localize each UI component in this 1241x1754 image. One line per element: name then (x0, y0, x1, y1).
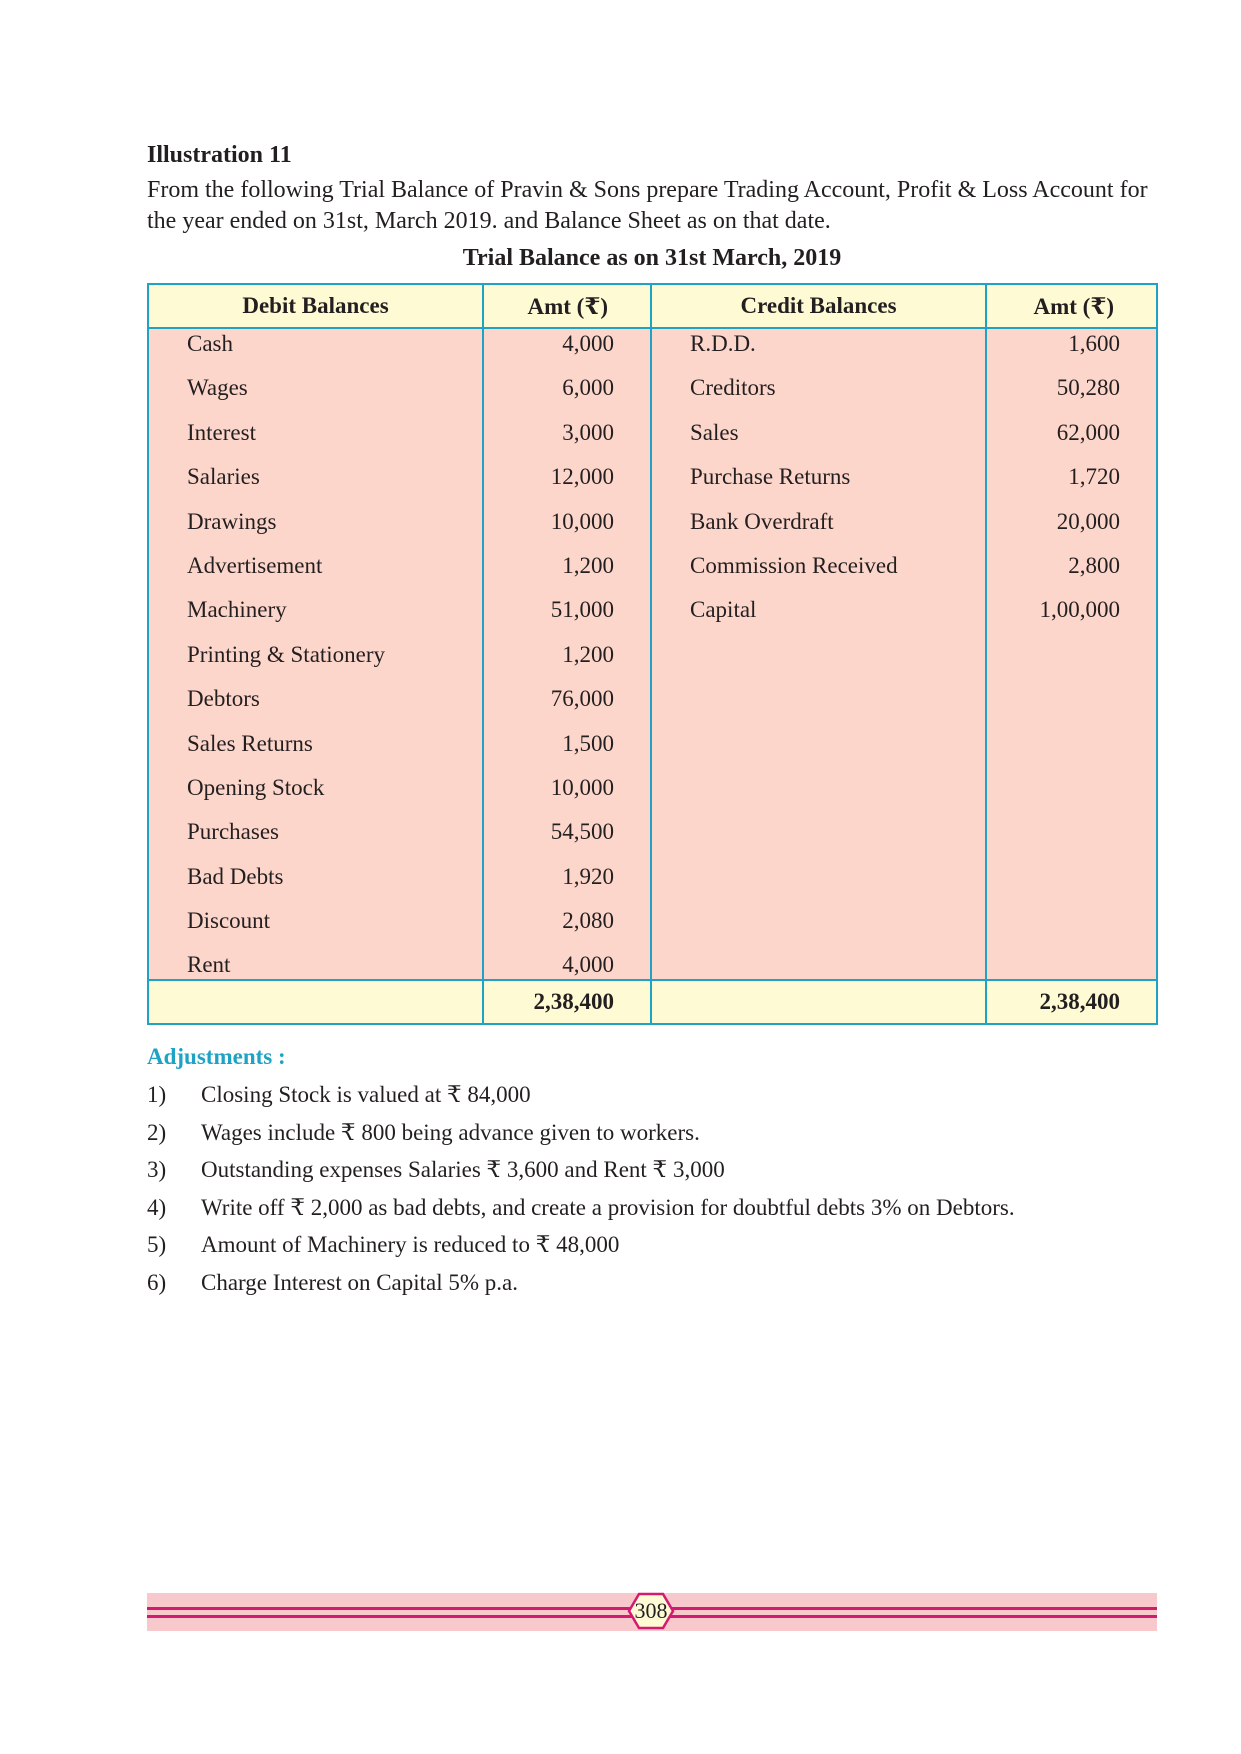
debit-account-amount: 1,920 (562, 863, 614, 889)
adjustment-text: Closing Stock is valued at ₹ 84,000 (201, 1082, 531, 1107)
debit-account-name: Machinery (187, 597, 287, 623)
total-debit-label-cell (149, 981, 484, 1023)
debit-amounts-column (484, 329, 652, 979)
credit-account-name: Bank Overdraft (690, 508, 834, 534)
credit-account-amount: 2,800 (1068, 552, 1120, 578)
adjustment-text: Charge Interest on Capital 5% p.a. (201, 1269, 519, 1295)
adjustment-text: Amount of Machinery is reduced to ₹ 48,000 (201, 1232, 620, 1257)
adjustment-number: 3) (147, 1157, 167, 1182)
credit-account-amount: 50,280 (1056, 375, 1120, 401)
trial-balance-title: Trial Balance as on 31st March, 2019 (462, 245, 842, 271)
debit-account-name: Printing & Stationery (187, 641, 386, 667)
credit-account-name: Creditors (690, 375, 776, 401)
credit-account-name: R.D.D. (690, 331, 756, 356)
adjustment-item (147, 1118, 1147, 1156)
debit-account-amount: 4,000 (562, 952, 614, 978)
header-credit-amount: Amt (₹) (1033, 293, 1114, 319)
adjustment-item (147, 1193, 1147, 1231)
table-header-row (149, 285, 1156, 329)
adjustment-number: 6) (147, 1269, 167, 1295)
credit-account-name: Sales (690, 419, 739, 445)
debit-account-amount: 1,200 (562, 641, 614, 667)
adjustment-number: 4) (147, 1194, 167, 1220)
debit-account-name: Cash (187, 331, 233, 356)
debit-account-name: Opening Stock (187, 774, 325, 800)
adjustment-item (147, 1155, 1147, 1193)
header-credit-balances: Credit Balances (652, 285, 987, 327)
credit-account-name: Capital (690, 597, 757, 623)
debit-account-name: Drawings (187, 508, 277, 534)
debit-account-name: Debtors (187, 686, 260, 712)
page-number: 308 (634, 1598, 668, 1623)
debit-account-amount: 10,000 (550, 774, 614, 800)
credit-account-amount: 62,000 (1056, 419, 1120, 445)
adjustments-list (147, 1080, 1147, 1305)
adjustments-title: Adjustments : (147, 1044, 286, 1069)
debit-account-name: Bad Debts (187, 863, 284, 889)
adjustment-number: 5) (147, 1232, 167, 1257)
debit-account-amount: 3,000 (562, 419, 614, 445)
debit-names-column (149, 329, 484, 979)
credit-amounts-column (987, 329, 1156, 979)
debit-account-name: Advertisement (187, 552, 323, 578)
debit-account-name: Interest (187, 419, 256, 445)
credit-names-column (652, 329, 987, 979)
table-body (149, 329, 1156, 979)
header-debit-amount: Amt (₹) (484, 285, 652, 327)
debit-account-amount: 6,000 (562, 375, 614, 401)
adjustment-text: Outstanding expenses Salaries ₹ 3,600 and Rent ₹ 3,000 (201, 1157, 725, 1182)
debit-account-name: Salaries (187, 464, 260, 490)
debit-account-amount: 76,000 (550, 686, 614, 712)
debit-account-amount: 1,500 (562, 730, 614, 756)
credit-total: 2,38,400 (1039, 989, 1120, 1014)
credit-account-name: Purchase Returns (690, 464, 851, 490)
trial-balance-table (147, 283, 1158, 1025)
adjustment-item (147, 1080, 1147, 1118)
illustration-heading: Illustration 11 (147, 142, 292, 168)
credit-account-amount: 1,600 (1068, 331, 1120, 356)
credit-account-amount: 1,00,000 (1039, 597, 1120, 623)
adjustment-item (147, 1230, 1147, 1268)
adjustment-item (147, 1268, 1147, 1306)
table-total-row (149, 979, 1156, 1023)
header-debit-balances: Debit Balances (149, 285, 484, 327)
debit-account-name: Wages (187, 375, 248, 401)
total-credit-label-cell (652, 981, 987, 1023)
adjustment-number: 1) (147, 1082, 167, 1107)
debit-account-amount: 51,000 (550, 597, 614, 623)
credit-account-amount: 1,720 (1068, 464, 1120, 490)
adjustment-text: Write off ₹ 2,000 as bad debts, and create a provision for doubtful debts 3% on Debtors. (201, 1194, 1015, 1220)
debit-account-amount: 2,080 (562, 908, 614, 934)
credit-account-amount: 20,000 (1056, 508, 1120, 534)
debit-account-amount: 1,200 (562, 552, 614, 578)
debit-account-name: Purchases (187, 819, 279, 845)
adjustment-text: Wages include ₹ 800 being advance given to workers. (201, 1119, 700, 1145)
intro-paragraph: From the following Trial Balance of Pravin & Sons prepare Trading Account, Profit & Loss Account for the year ended on 31st, March 2019. and Balance Sheet as on that date. (147, 177, 1148, 234)
credit-account-name: Commission Received (690, 552, 898, 578)
debit-account-amount: 4,000 (562, 331, 614, 356)
adjustment-number: 2) (147, 1119, 167, 1145)
debit-account-name: Rent (187, 952, 231, 978)
debit-account-amount: 10,000 (550, 508, 614, 534)
debit-account-name: Sales Returns (187, 730, 313, 756)
page-footer (147, 1593, 1157, 1631)
debit-account-amount: 54,500 (550, 819, 614, 845)
debit-account-name: Discount (187, 908, 271, 934)
debit-total: 2,38,400 (484, 981, 652, 1023)
debit-account-amount: 12,000 (550, 464, 614, 490)
